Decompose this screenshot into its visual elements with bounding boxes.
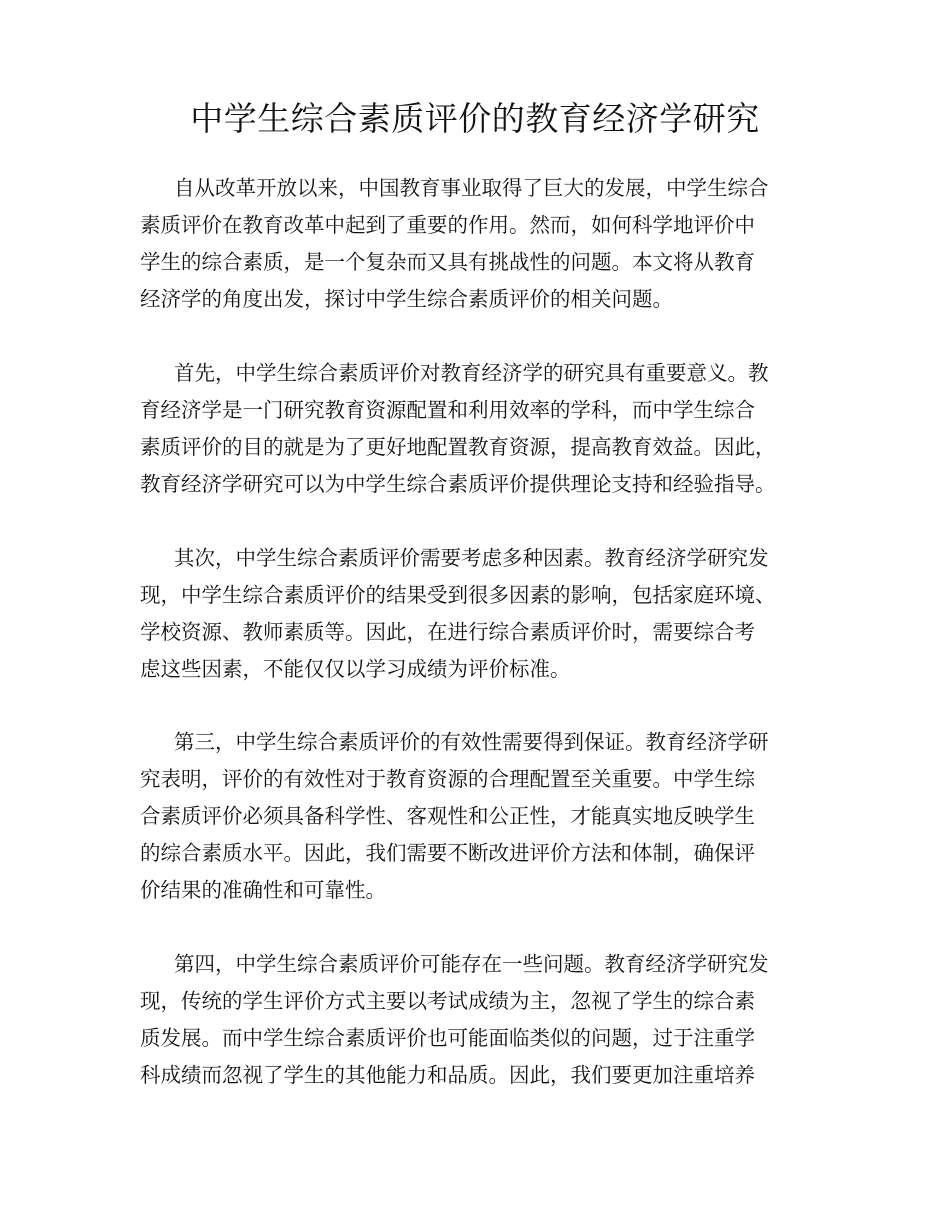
paragraph-line: 科成绩而忽视了学生的其他能力和品质。因此，我们要更加注重培养	[140, 1063, 755, 1087]
paragraph-line: 经济学的角度出发，探讨中学生综合素质评价的相关问题。	[140, 287, 673, 311]
paragraph-line: 究表明，评价的有效性对于教育资源的合理配置至关重要。中学生综	[140, 767, 755, 791]
paragraph-line: 学校资源、教师素质等。因此，在进行综合素质评价时，需要综合考	[140, 620, 755, 644]
paragraph-line: 现，中学生综合素质评价的结果受到很多因素的影响，包括家庭环境、	[140, 583, 776, 607]
paragraph-line: 的综合素质水平。因此，我们需要不断改进评价方法和体制，确保评	[140, 841, 755, 865]
paragraph-line: 教育经济学研究可以为中学生综合素质评价提供理论支持和经验指导。	[140, 472, 776, 496]
paragraph-line: 质发展。而中学生综合素质评价也可能面临类似的问题，过于注重学	[140, 1026, 755, 1050]
paragraph-line: 第四，中学生综合素质评价可能存在一些问题。教育经济学研究发	[174, 952, 769, 976]
paragraph-intro	[140, 170, 840, 318]
paragraph-line: 首先，中学生综合素质评价对教育经济学的研究具有重要意义。教	[174, 361, 769, 385]
paragraph-line: 现，传统的学生评价方式主要以考试成绩为主，忽视了学生的综合素	[140, 989, 755, 1013]
paragraph-line: 虑这些因素，不能仅仅以学习成绩为评价标准。	[140, 657, 571, 681]
document-title: 中学生综合素质评价的教育经济学研究	[190, 99, 760, 138]
paragraph-fourth	[140, 946, 840, 1094]
paragraph-line: 第三，中学生综合素质评价的有效性需要得到保证。教育经济学研	[174, 730, 769, 754]
paragraph-line: 育经济学是一门研究教育资源配置和利用效率的学科，而中学生综合	[140, 398, 755, 422]
paragraph-line: 价结果的准确性和可靠性。	[140, 878, 386, 902]
paragraph-first	[140, 355, 840, 503]
paragraph-line: 素质评价的目的就是为了更好地配置教育资源，提高教育效益。因此，	[140, 435, 776, 459]
paragraph-line: 合素质评价必须具备科学性、客观性和公正性，才能真实地反映学生	[140, 804, 755, 828]
paragraph-line: 素质评价在教育改革中起到了重要的作用。然而，如何科学地评价中	[140, 213, 755, 237]
paragraph-third	[140, 724, 840, 909]
paragraph-line: 学生的综合素质，是一个复杂而又具有挑战性的问题。本文将从教育	[140, 250, 755, 274]
paragraph-line: 自从改革开放以来，中国教育事业取得了巨大的发展，中学生综合	[174, 176, 769, 200]
paragraph-line: 其次，中学生综合素质评价需要考虑多种因素。教育经济学研究发	[174, 546, 769, 570]
paragraph-second	[140, 540, 840, 688]
